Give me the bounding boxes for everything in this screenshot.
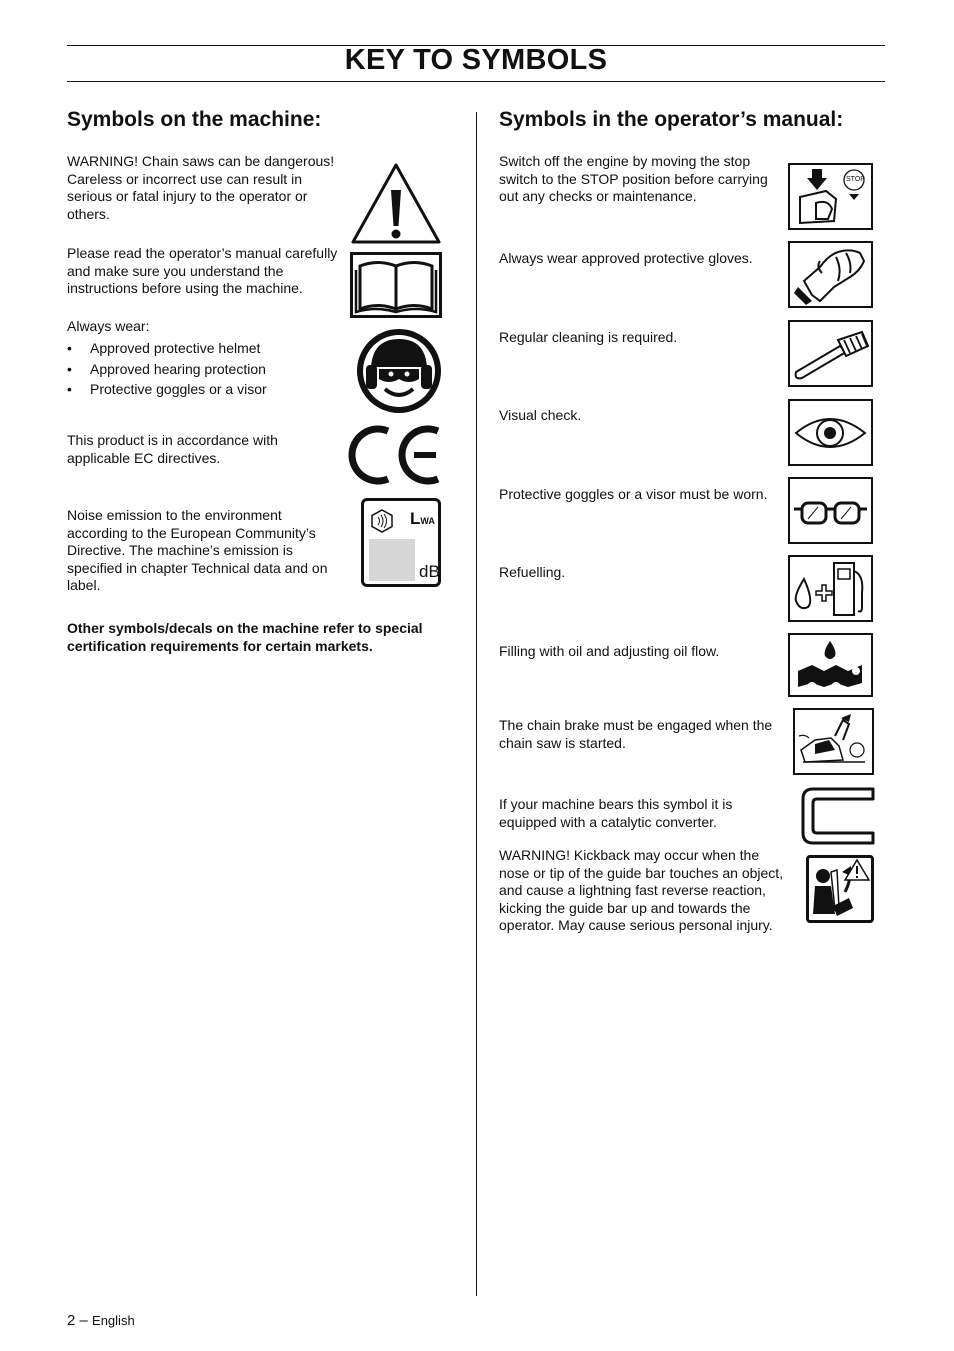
stop-switch-label: STOP [846,176,865,183]
page-footer [67,1312,135,1329]
noise-label-icon [361,498,441,587]
noise-text: Noise emission to the environment according to the European Community’s Directive. The machine’s emission is specified in chapter Technical data and on label. [67,507,328,593]
gloves-text: Always wear approved protective gloves. [499,250,753,266]
noise-hex-icon [370,509,394,533]
noise-lwa-label: LWA [410,509,435,528]
noise-db-label: dB [419,562,440,581]
ce-mark-icon [348,422,443,488]
title-underline [67,81,885,82]
warning-text: WARNING! Chain saws can be dangerous! Careless or incorrect use can result in serious or fatal injury to the operator or others. [67,153,335,222]
warning-triangle-icon [350,162,442,244]
footer-language: English [92,1313,135,1328]
wear-list [67,338,342,400]
brush-icon [788,320,873,387]
stop-switch-icon [788,163,873,230]
eye-icon [788,399,873,466]
read-manual-text: Please read the operator’s manual carefully and make sure you understand the instructions before using the machine. [67,245,338,296]
chain-brake-icon [793,708,874,775]
page-title: KEY TO SYMBOLS [344,44,608,76]
kickback-icon [806,855,874,923]
oil-text: Filling with oil and adjusting oil flow. [499,643,720,659]
cleaning-text: Regular cleaning is required. [499,329,678,345]
always-wear-label: Always wear: [67,318,150,334]
kickback-text: WARNING! Kickback may occur when the nose or tip of the guide bar touches an object, and cause a lightning fast reverse reaction, kicking the guide bar up and towards the operator. May cause serious personal injury. [499,847,784,933]
machine-heading: Symbols on the machine: [67,108,322,131]
oil-drop-chain-icon [788,633,873,697]
page-number: 2 – [67,1312,88,1329]
other-symbols-note: Other symbols/decals on the machine refer to special certification requirements for certain markets. [67,620,423,654]
chain-brake-text: The chain brake must be engaged when the chain saw is started. [499,717,773,751]
fuel-pump-icon [788,555,873,622]
catalytic-c-icon [799,785,875,847]
wear-item-goggles: • Protective goggles or a visor [67,379,342,400]
helmet-ear-goggles-icon [355,327,443,415]
wear-item-helmet: • Approved protective helmet [67,338,342,359]
stop-switch-graphic [790,165,871,228]
open-book-icon [350,252,442,318]
wear-item-hearing: • Approved hearing protection [67,359,342,380]
manual-heading: Symbols in the operator’s manual: [499,108,844,131]
goggles-icon [788,477,873,544]
column-divider [476,112,477,1296]
noise-value-box [369,539,415,581]
catalytic-text: If your machine bears this symbol it is equipped with a catalytic converter. [499,796,733,830]
refuel-text: Refuelling. [499,564,566,580]
visual-check-text: Visual check. [499,407,582,423]
goggles-text: Protective goggles or a visor must be worn. [499,486,768,502]
stop-text: Switch off the engine by moving the stop switch to the STOP position before carrying out any checks or maintenance. [499,153,768,204]
ec-text: This product is in accordance with applicable EC directives. [67,432,278,466]
glove-icon [788,241,873,308]
